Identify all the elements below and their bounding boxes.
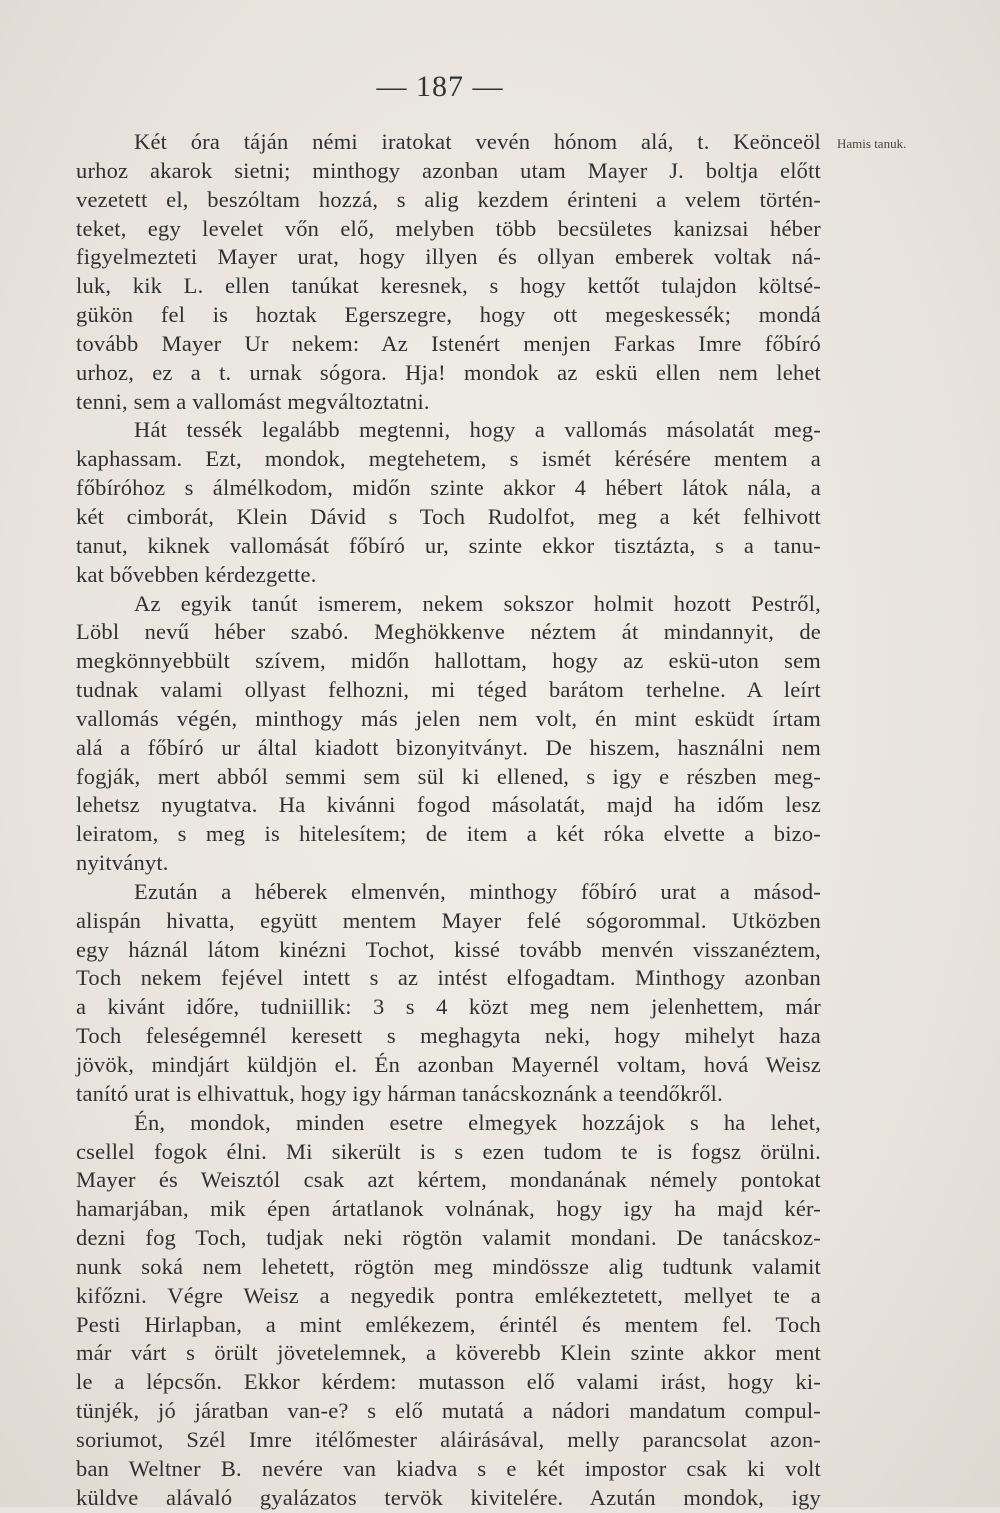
text-line: csellel fogok élni. Mi sikerült is s ezen tudom te is fogsz örülni. bbox=[76, 1138, 821, 1164]
text-line: Toch feleségemnél keresett s meghagyta neki, hogy mihelyt haza bbox=[76, 1023, 821, 1049]
text-line: gükön fel is hoztak Egerszegre, hogy ott megeskessék; mondá bbox=[76, 302, 821, 328]
text-line: kat bővebben kérdezgette. bbox=[76, 561, 317, 587]
text-line: megkönnyebbült szívem, midőn hallottam, hogy az eskü-uton sem bbox=[76, 648, 821, 674]
text-line: soriumot, Szél Imre itélőmester aláirásával, melly parancsolat azon- bbox=[76, 1426, 821, 1452]
body-text bbox=[76, 128, 821, 1513]
text-line: Hát tessék legalább megtenni, hogy a vallomás másolatát meg- bbox=[134, 417, 821, 443]
text-line: luk, kik L. ellen tanúkat keresnek, s hogy kettőt tulajdon költsé- bbox=[76, 273, 821, 299]
text-line: Pesti Hirlapban, a mint emlékezem, érintél és mentem fel. Toch bbox=[76, 1311, 821, 1337]
text-line: Toch nekem fejével intett s az intést elfogadtam. Minthogy azonban bbox=[76, 965, 821, 991]
text-line: két cimborát, Klein Dávid s Toch Rudolfot, meg a két felhivott bbox=[76, 503, 821, 529]
text-line: tünjék, jó járatban van-e? s elő mutatá a nádori mandatum compul- bbox=[76, 1398, 821, 1424]
text-line: kifőzni. Végre Weisz a negyedik pontra emlékeztetett, mellyet te a bbox=[76, 1282, 821, 1308]
text-line: ban Weltner B. nevére van kiadva s e két impostor csak ki volt bbox=[76, 1455, 821, 1481]
text-line: küldve alávaló gyalázatos tervök kivitelére. Azután mondok, igy bbox=[76, 1484, 821, 1510]
text-line: a kivánt időre, tudniillik: 3 s 4 közt meg nem jelenhettem, már bbox=[76, 994, 821, 1020]
text-line: főbíróhoz s álmélkodom, midőn szinte akkor 4 hébert látok nála, a bbox=[76, 475, 821, 501]
text-line: tenni, sem a vallomást megváltoztatni. bbox=[76, 388, 430, 414]
text-line: teket, egy levelet vőn elő, melyben több becsületes kanizsai héber bbox=[76, 215, 821, 241]
text-line: Én, mondok, minden esetre elmegyek hozzájok s ha lehet, bbox=[134, 1109, 821, 1135]
text-line: jövök, mindjárt küldjön el. Én azonban Mayernél voltam, hová Weisz bbox=[76, 1052, 821, 1077]
text-line: egy háznál látom kinézni Tochot, kissé tovább menvén visszanéztem, bbox=[76, 936, 821, 962]
text-line: alá a főbíró ur által kiadott bizonyitványt. De hiszem, használni nem bbox=[76, 734, 821, 760]
text-line: Mayer és Weisztól csak azt kértem, mondanának némely pontokat bbox=[76, 1167, 821, 1193]
text-line: tanító urat is elhivattuk, hogy igy hárman tanácskoznánk a teendőkről. bbox=[76, 1080, 723, 1106]
text-line: nunk soká nem lehetett, rögtön meg mindössze alig tudtunk valamit bbox=[76, 1253, 821, 1279]
text-line: kaphassam. Ezt, mondok, megtehetem, s ismét kérésére mentem a bbox=[76, 446, 821, 472]
text-line: fogják, mert abból semmi sem sül ki ellened, s igy e részben meg- bbox=[76, 763, 821, 789]
text-line: figyelmezteti Mayer urat, hogy illyen és ollyan emberek voltak ná- bbox=[76, 244, 821, 270]
text-line: dezni fog Toch, tudjak neki rögtön valamit mondani. De tanácskoz- bbox=[76, 1225, 821, 1251]
text-line: urhoz, ez a t. urnak sógora. Hja! mondok az eskü ellen nem lehet bbox=[76, 359, 821, 385]
text-line: le a lépcsőn. Ekkor kérdem: mutasson elő valami irást, hogy ki- bbox=[76, 1369, 821, 1395]
text-line: vezetett el, beszóltam hozzá, s alig kezdem érinteni a velem történ- bbox=[76, 186, 821, 212]
text-line: leiratom, s meg is hitelesítem; de item a két róka elvette a bizo- bbox=[76, 821, 821, 847]
text-line: vallomás végén, minthogy más jelen nem volt, én mint esküdt írtam bbox=[76, 705, 821, 731]
text-line: nyitványt. bbox=[76, 850, 169, 876]
text-line: hamarjában, mik épen ártatlanok volnának, hogy igy ha majd kér- bbox=[76, 1196, 821, 1222]
text-line: tovább Mayer Ur nekem: Az Istenért menjen Farkas Imre főbíró bbox=[76, 330, 821, 356]
text-line: Löbl nevű héber szabó. Meghökkenve néztem át mindannyit, de bbox=[76, 619, 821, 645]
text-line: tudnak valami ollyast felhozni, mi téged barátom terhelne. A leírt bbox=[76, 677, 821, 703]
text-line: urhoz akarok sietni; minthogy azonban utam Mayer J. boltja előtt bbox=[76, 157, 821, 183]
page-number: — 187 — bbox=[376, 70, 504, 103]
text-line: alispán hivatta, együtt mentem Mayer felé sógorommal. Utközben bbox=[76, 907, 821, 933]
text-line: Két óra táján némi iratokat vevén hónom alá, t. Keönceöl bbox=[134, 129, 821, 154]
text-line: már várt s örült jövetelemnek, a köverebb Klein szinte akkor ment bbox=[76, 1340, 821, 1366]
margin-note: Hamis tanuk. bbox=[837, 136, 907, 151]
text-line: tanut, kiknek vallomását főbíró ur, szinte ekkor tisztázta, s a tanu- bbox=[76, 532, 821, 558]
text-line: Az egyik tanút ismerem, nekem sokszor holmit hozott Pestről, bbox=[134, 590, 821, 616]
text-line: lehetsz nyugtatva. Ha kivánni fogod másolatát, majd ha időm lesz bbox=[76, 792, 821, 818]
text-line: Ezután a héberek elmenvén, minthogy főbíró urat a másod- bbox=[134, 878, 821, 904]
